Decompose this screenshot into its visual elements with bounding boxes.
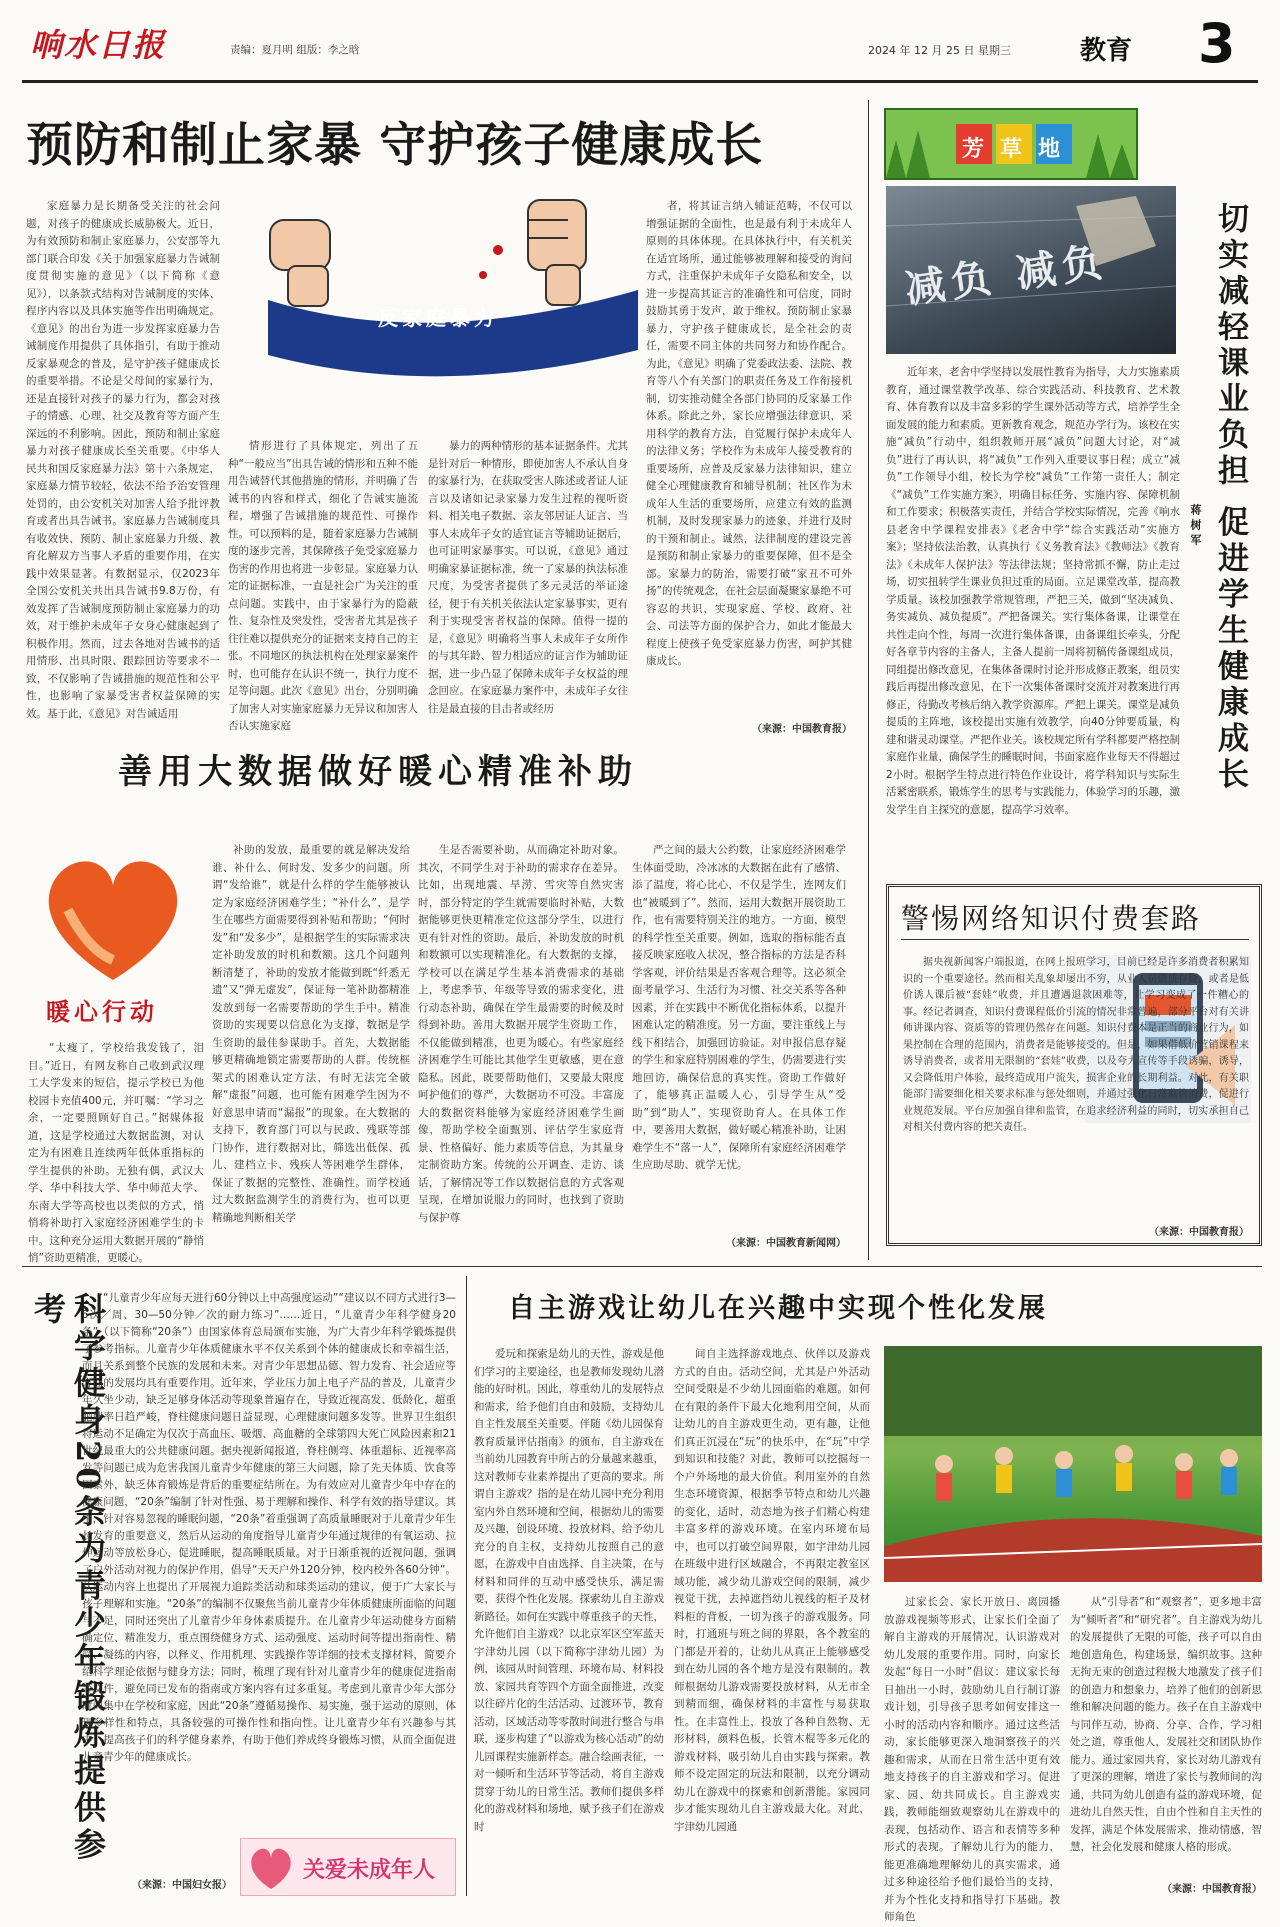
article3-source: （来源：中国妇女报） [132,1880,232,1891]
article4-column-2: 间自主选择游戏地点、伙伴以及游戏方式的自由。活动空间，尤其是户外活动空间受限是不少幼儿园面临的难题。如何在有限的条件下最大化地利用空间，从而让幼儿的自主游戏更生动，更有趣，让他们真正沉浸在“玩”的快乐中，在“玩”中学到知识和技能？对此，教师可以挖掘每一个户外场地的最大价值。利用室外的自然生态环境资源，根据季节特点和幼儿兴趣的变化，适时，动态地为孩子们精心构建丰富多样的游戏环境。在室内环境布局中，也可以打破空间界限，如宇津幼儿园在班级中进行区域融合，不再限定教室区域功能，减少幼儿游戏空间的限制，减少视觉干扰，去掉遮挡幼儿视线的柜子及材料柜的背板，一切为孩子的游戏服务。同时，打通班与班之间的界限，各个教室的门都是开着的，让幼儿从真正上能够感受到在幼儿园的各个地方是没有限制的。教师根据幼儿游戏需要投放材料，从无市全到精而细，确保材料的丰富性与易获取性。在丰富性上，投放了各种自然物、无形材料，颜料色板，长管木棍等多元化的游戏材料，吸引幼儿自由实践与探索。教师不设定固定的玩法和限制，以充分调动幼儿在游戏中的探索和创新潜能。家园同步才能实现幼儿自主游戏最大化。对此，宇津幼儿园通 [674,1348,870,1833]
section-divider-bottom [22,1266,1262,1267]
masthead [0,0,1280,88]
network-source: （来源：中国教育报） [1149,1227,1249,1238]
article4-headline: 自主游戏让幼儿在兴趣中实现个性化发展 [508,1293,1048,1324]
section-name: 教育 [1080,36,1133,66]
network-body: 据央视新闻客户端报道，在网上报班学习，目前已经是许多消费者积累知识的一个重要途径。然而相关乱象却屡出不穷，从业人员资质存疑，或者是低价诱人课后被“套娃”收费，并且遭遇退款困难等，让学习变成了一件糟心的事。经记者调查，知识付费课程低价引流的情况非常普遍，部分平台对有关讲师讲课内容、资质等的管理仍然存在问题。知识付费本是正当的商业行为，如果控制在合理的范围内，消费者是能够接受的。但是，如果借低价营销课程来诱导消费者，或者用无限制的“套娃”收费，以及夸大宣传等手段诱骗，诱导，又会降低用户体验，最终造成用户流失，损害企业的长期利益。对此，有关职能部门需要细化相关要求标准与惩处细则，并通过强化日常监管消费，促进行业规范发展。平台应加强自律和监管，在追求经济利益的同时，切实承担自己对相关付费内容的把关责任。 [903,957,1249,1133]
network-box [886,884,1262,1246]
fangcaodi-body: 近年来，老舍中学坚持以发展性教育为指导，大力实施素质教育，通过课堂教学改革、综合实践活动、科技教育、艺术教育、体育教育以及丰富多彩的学生课外活动等方式，培养学生全面发展的能力和素质。更新教育观念，规范办学行为。该校在实施“减负”行动中，组织教师开展“减负”问题大讨论，对“减负”进行了再认识，将“减负”工作列入重要议事日程；成立“减负”工作领导小组，校长为学校“减负”工作第一责任人；制定《“减负”工作实施方案》，明确目标任务、实施内容、保障机制和工作要求；积极落实责任，并结合学校实际情况，完善《响水县老舍中学课程安排表》《老舍中学“综合实践活动”实施方案》；坚持依法治教，认真执行《义务教育法》《教师法》《教育法》《未成年人保护法》等法律法规；坚持常抓不懈，防止走过场，切实扭转学生课业负担过重的局面。立足课堂改革，提高教学质量。该校加强教学常规管理，严把三关，做到“坚决减负、务实减负、减负提质”。严把备课关。实行集体备课，让课堂在共性走向个性，每周一次进行集体备课，由备课组长牵头，分配好各章节内容的主备人，主备人提前一周将初稿传备课组成员，同组提出修改意见，在集体备课时讨论并形成修正教案，组员实践后再提出修改意见，在下一次集体备课时交流并对教案进行再修正，待勤改考核后纳入教学资源库。严把上课关。课堂是减负提质的主阵地，该校提出实施有效教学，向40分钟要质量，构建和谐灵动课堂。严把作业关。该校规定所有学科都要严格控制家庭作业量，确保学生的睡眠时间，书面家庭作业每天不得超过2小时。根据学生特点进行特色作业设计，将学科知识与实际生活紧密联系，锻炼学生的思考与实践能力，体验学习的乐趣，激发学生自主探究的意愿，提高学习效率。 [886,366,1180,816]
article2-column-1: “太瘦了，学校给我发钱了，泪目。”近日，有网友称自己收到武汉理工大学发来的短信，提示学校已为他校园卡充值400元，并叮嘱：“学习之余，一定要照顾好自己。”据媒体报道，这是学校通过大数据监测，对认定为有困难且连续两年低体重指标的学生提供的补助。无独有偶，武汉大学、华中科技大学、华中师范大学、东南大学等高校也以类似的方式，悄悄将补助打入家庭经济困难学生的卡中。这种充分运用大数据开展的“静悄悄”资助更精准，更暖心。 [28,1042,204,1264]
masthead-rule [22,80,1258,83]
fangcaodi-label: 芳草地 [962,137,1077,162]
article1-source: （来源：中国教育报） [752,724,852,735]
article4-divider [466,1276,467,1896]
kids-running-photo [884,1346,1262,1582]
article4-column-3: 过家长会、家长开放日、离园播放游戏视频等形式，让家长们全面了解自主游戏的开展情况，认识游戏对幼儿发展的重要作用。同时，向家长发起“每日一小时”倡议：建议家长每日抽出一小时，鼓励幼儿自行制订游戏计划，引导孩子思考如何安排这一小时的活动内容和顺序。通过这些活动，家长能够更深入地洞察孩子的兴趣和需求，从而在日常生活中更有效地支持孩子的自主游戏和学习。促进家、园、幼共同成长。自主游戏实践，教师能细致观察幼儿在游戏中的表现，包括动作、语言和表情等多种形式的表现。了解幼儿行为的能力，能更准确地理解幼儿的真实需求，通过多种途径给予他们最恰当的支持，并为个性化支持和指导打下基础。教师角色 [884,1596,1060,1923]
article3-headline: 科学健身20条为青少年锻炼提供参考 [29,1292,107,1865]
jianfu-photo-text: 减负 减负 [902,238,1111,313]
jianfu-photo [886,186,1176,354]
anti-domestic-violence-illustration [228,180,648,410]
section-divider-left [868,100,869,1260]
editors-line: 责编：夏月明 组版：李之晗 [230,44,360,56]
article1-column-2: 情形进行了具体规定，列出了五种“一般应当”出具告诫的情形和五种不能用告诫替代其他措施的情形，并明确了告诫书的内容和样式，细化了告诫实施流程，增强了告诫措施的规范性、可操作性。可以预料的是，随着家庭暴力告诫制度的逐步完善，其保障孩子免受家庭暴力伤害的作用也将进一步彰显。家庭暴力认定的证据标准，一直是社会广为关注的重点问题。实践中，由于家暴行为的隐蔽性、复杂性及突发性，受害者尤其是孩子往往难以提供充分的证据来支持自己的主张。不同地区的执法机构在处理家暴案件时，也可能存在认识不统一，执行力度不足等问题。此次《意见》出台，分别明确了加害人对实施家庭暴力无异议和加害人否认实施家庭 [228,440,418,732]
article2-column-2: 补助的发放，最重要的就是解决发给谁、补什么、何时发、发多少的问题。所谓“发给谁”，就是什么样的学生能够被认定为家庭经济困难学生；“补什么”，是学生在哪些方面需要得到补贴和帮助；“何时发”和“发多少”，是根据学生的实际需求决定补助发放的时机和数额。这几个问题判断清楚了，补助的发放才能做到既“纤悉无遗”又“弹无虚发”，保证每一笔补助都精准发放到每一名需要帮助的学生手中。精准资助的实现要以信息化为支撑，数据是学生资助的最佳参谋助手。首先，大数据能够更精确地锁定需要帮助的人群。传统框架式的困难认定方法，有时无法完全破解“虚报”问题，也可能有困难学生因为不好意思申请而“漏报”的现象。在大数据的支持下，教育部门可以与民政、残联等部门协作，进行数据对比，筛选出低保、孤儿、建档立卡、残疾人等困难学生群体，保证了数据的完整性、准确性。而学校通过大数据监测学生的消费行为，也可以更精确地判断相关学 [212,844,410,1224]
article2-column-4: 严之间的最大公约数，让家庭经济困难学生体面受助，冷冰冰的大数据在此有了感情、添了温度，将心比心，不仅是学生，连网友们也“被暖到了”。然而，运用大数据开展资助工作，也有需要特别关注的地方。一方面，模型的科学性至关重要。例如，选取的指标能否直接反映家庭收入状况，整合指标的方法是否科学客观，评价结果是否客观合理等。这必须全面考量学习、生活行为习惯、社交关系等各种因素，并在实践中不断优化指标体系，以提升困难认定的精准度。另一方面，要注重线上与线下相结合，加强回访验证。对申报信息存疑的学生和家庭特别困难的学生，仍需要进行实地回访，确保信息的真实性。资助工作做好了，能够真正温暖人心，引导学生从“受助”到“助人”，实现资助育人。在具体工作中，要善用大数据，做好暖心精准补助，让困难学生不“落一人”，保障所有家庭经济困难学生应助尽助、就学无忧。 [632,844,846,1171]
page-number: 3 [1198,12,1236,75]
article3-body: “儿童青少年应每天进行60分钟以上中高强度运动”“建议以不同方式进行3—5次／周、30—50分钟／次的耐力练习”……近日，“儿童青少年科学健身20条”（以下简称“20条”）由国家体育总局颁布实施，为广大青少年科学锻炼提供了参考指标。儿童青少年体质健康水平不仅关系到个体的健康成长和幸福生活，而且关系到整个民族的发展和未来。对青少年思想品德、智力发育、社会适应等方面的发展均具有重要作用。近年来，学业压力加上电子产品的普及，儿童青少年久坐少动，缺乏足够身体活动等现象普遍存在，导致近视高发、低龄化，超重肥胖率日趋严峻，脊柱健康问题日益显现，心理健康问题多发等。世界卫生组织将运动不足确定为仅次于高血压、吸烟、高血糖的全球第四大死亡风险因素和21世纪最重大的公共健康问题。据央视新闻报道，脊柱侧弯、体重超标、近视率高发等问题已成为危害我国儿童青少年健康的第三大问题，除了先天体质、饮食等因素外，缺乏体育锻炼是背后的重要症结所在。为有效应对儿童青少年中存在的健康问题，“20条”编制了针对性强、易于理解和操作、科学有效的指导建议。其中，针对容易忽视的睡眠问题，“20条”着重强调了高质量睡眠对于儿童青少年生长发育的重要意义，然后从运动的角度指导儿童青少年通过规律的有氧运动、拉伸运动等放松身心，促进睡眠，提高睡眠质量。对于日渐重视的近视问题，强调了户外活动对视力的保护作用，倡导“天天户外120分钟，校内校外各60分钟”。从运动内容上也提出了开展视力追踪类活动和球类运动的建议，便于广大家长与孩子理解和实施。“20条”的编制不仅聚焦当前儿童青少年体质健康所面临的问题与不足，同时还突出了儿童青少年身体素质提升。在儿童青少年运动健身方面精确定位、精准发力，重点围绕健身方式、运动强度、运动时间等提出指南性、精简、凝练的内容，以释义、作用机理、实践操作等详细的技术支撑材料，简要介绍科学理论依据与健身方法；同时，梳理了现有针对儿童青少年的健康促进指南等文件，避免同已发布的指南或方案内容有过多重复。考虑到儿童青少年大部分时间集中在学校和家庭，因此“20条”遵循易操作、易实施，强于运动的原则，体现多样性和特点，具备较强的可操作性和指向性。让儿童青少年有兴趣参与其中，提高孩子们的科学健身素养，有助于他们养成终身锻炼习惯，从而全面促进儿童青少年的健康成长。 [82,1292,456,1763]
heart-hands-icon [28,840,198,990]
article2-column-3: 生是否需要补助，从而确定补助对象。其次，不同学生对于补助的需求存在差异。比如，出现地震、旱涝、雪灾等自然灾害时，部分特定的学生就需要临时补贴，大数据能够更快更精准定位这部分学生，以进行更有针对性的资助。最后，补助发放的时机和数额可以实现精准化。有大数据的支撑，学校可以在满足学生基本消费需求的基础上，考虑季节、年级等导致的需求变化，进行动态补助，确保在学生最需要的时候及时得到补助。善用大数据开展学生资助工作，不仅能做到精准，也更为暖心。有些家庭经济困难学生可能比其他学生更敏感，更在意隐私。因此，既要帮助他们，又要最大限度呵护他们的尊严，大数据功不可没。丰富庞大的数据资料能够为家庭经济困难学生画像，帮助学校全面甄别、评估学生家庭背景、性格偏好、能力素质等信息，为其量身定制资助方案。传统的公开调查、走访、谈话，了解情况等工作以数据信息的方式客观呈现，在增加说服力的同时，也找到了资助与保护尊 [418,844,624,1224]
network-title-underline [901,939,1249,940]
article4-source: （来源：中国教育报） [1162,1884,1262,1895]
article2-source: （来源：中国教育新闻网） [726,1238,846,1249]
article2-headline: 善用大数据做好暖心精准补助 [118,752,638,792]
warm-heart-label: 暖心行动 [46,997,158,1026]
article1-column-1: 家庭暴力是长期备受关注的社会问题，对孩子的健康成长威胁极大。近日，为有效预防和制止家庭暴力，公安部等九部门联合印发《关于加强家庭暴力告诫制度贯彻实施的意见》（以下简称《意见》），以条款式结构对告诫制度的实体、程序内容以及具体实施等作出明确规定。《意见》的出台为进一步发挥家庭暴力告诫制度作用提供了具体指引，有助于推动反家暴观念的普及，是守护孩子健康成长的重要举措。不论是父母间的家暴行为，还是直接针对孩子的暴力行为，都会对孩子的情感、心理、社交及教育等方面产生深远的不利影响。因此，预防和制止家庭暴力对孩子健康成长至关重要。《中华人民共和国反家庭暴力法》第十六条规定，家庭暴力情节较轻，依法不给予治安管理处罚的，由公安机关对加害人给予批评教育或者出具告诫书。家庭暴力告诫制度具有收效快、预防、制止家庭暴力升级、教育化解双方当事人矛盾的重要作用，在实践中效果显著。有数据显示，仅2023年全国公安机关共出具告诫书9.8万份，有效发挥了告诫制度预防制止家庭暴力的功效，对于维护未成年子女身心健康起到了积极作用。然而，过去各地对告诫书的适用情形、出具时限、跟踪回访等要求不一致，不仅影响了告诫措施的规范性和公平性，也影响了家暴受害者权益保障的实效。基于此，《意见》对告诫适用 [26,200,220,720]
heart-icon [241,1839,301,1897]
newspaper-logo: 响水日报 [30,26,167,64]
fangcaodi-headline: 切实减轻课业负担 促进学生健康成长 [1212,202,1248,794]
care-minors-illustration [240,1838,456,1896]
fangcaodi-author: 蒋 树 军 [1189,504,1202,545]
care-minors-label: 关爱未成年人 [303,1858,436,1883]
fangcaodi-banner [884,108,1138,180]
article1-column-4: 者，将其证言纳入辅证范畴，不仅可以增强证据的全面性，也是最有利于未成年人原则的具体体现。在具体执行中，有关机关在适宜场所，通过能够被理解和接受的询问方式，注重保护未成年子女隐私和安全，以进一步提高其证言的准确性和可信度，同时鼓励其勇于发声，敢于维权。预防制止家暴暴力，守护孩子健康成长，是全社会的责任，需要不同主体的共同努力和协作配合。为此，《意见》明确了党委政法委、法院、教育等八个有关部门的职责任务及工作衔接机制，切实推动健全各部门协同的反家暴工作体系。除此之外，家长应增强法律意识，采用科学的教育方法，自觉履行保护未成年人的法律义务；学校作为未成年人接受教育的重要场所，应普及反家暴力法律知识，建立健全心理健康教育和辅导机制；社区作为未成年人生活的重要场所，应建立有效的监测机制，及时发现家暴力的迹象，并进行及时的干预和制止。诚然，法律制度的建设完善是预防和制止家暴力的重要保障，但不是全部。家暴力的防治，需要打破“家丑不可外扬”的传统观念，在社会层面凝聚家暴绝不可容忍的共识，实现家庭、学校、政府、社会、司法等方面的保护合力，如此才能最大程度上使孩子免受家庭暴力伤害，呵护其健康成长。 [646,200,852,667]
article4-column-1: 爱玩和探索是幼儿的天性，游戏是他们学习的主要途径，也是教师发现幼儿潜能的好时机。因此，尊重幼儿的发展特点和需求，给予他们自由和鼓励，支持幼儿自主性发展至关重要。伴随《幼儿园保育教育质量评估指南》的颁布，自主游戏在当前幼儿园教育中所占的分量越来越重，这对教师专业素养提出了更高的要求。所谓自主游戏？指的是在幼儿园中充分利用室内外自然环境和空间，根据幼儿的需要及兴趣，创设环境、投放材料，给予幼儿充分的自主权，支持幼儿按照自己的意愿，在游戏中自由选择、自主决策，在与材料和同伴的互动中感受快乐，满足需要，获得个性化发展。探索幼儿自主游戏新路径。如何在实践中尊重孩子的天性，允许他们自主游戏？以北京军区空军蓝天宇津幼儿园（以下简称宇津幼儿园）为例，该园从时间管理、环境布局、材料投放、家园共育等四个方面全面推进，改变以往碎片化的生活活动、过渡环节，教育活动，区域活动等零散时间进行整合与串联，逐步构建了“以游戏为核心活动”的幼儿园课程实施新样态。融合绘画表征，一对一倾听和生活环节等活动，将自主游戏贯穿于幼儿的日常生活。教师们提供多样化的游戏材料和场地，赋予孩子们在游戏时 [474,1348,664,1833]
warm-heart-illustration [28,840,198,1030]
article1-column-3: 暴力的两种情形的基本证据条件。尤其是针对后一种情形，即使加害人不承认自身的家暴行为，在获取受害人陈述或者证人证言以及诸如记录家暴力发生过程的视听资料、相关电子数据、亲友邻居证人证言、当事人未成年子女的适宜证言等辅助证据后，也可证明家暴事实。可以说，《意见》通过明确家暴证据标准，统一了家暴的执法标准尺度，为受害者提供了多元灵活的举证途径，便于有关机关依法认定家暴事实，更有利于实现受害者权益的保障。值得一提的是，《意见》明确将当事人未成年子女所作的与其年龄、智力相适应的证言作为辅助证据，进一步凸显了保障未成年子女权益的理念回应。在家庭暴力案件中，未成年子女往往是最直接的目击者或经历 [428,440,628,715]
article4-column-4: 从“引导者”和“观察者”，更多地丰富为“倾听者”和“研究者”。自主游戏为幼儿的发展提供了无限的可能，孩子可以自由地创造角色，构建场景，编织故事。这种无拘无束的创造过程极大地激发了孩子们的创造力和想象力，培养了他们的创新思维和解决问题的能力。孩子在自主游戏中与同伴互动，协商、分享、合作，学习相处之道，尊重他人，发展社交和团队协作能力。通过家园共育，家长对幼儿游戏有了更深的理解，增进了家长与教师间的沟通，共同为幼儿创造有益的游戏环境，促进幼儿自然天性，自由个性和自主天性的发挥，满足个体发展需求，推动情感，智慧，社会化发展和健康人格的形成。 [1070,1596,1262,1853]
article1-headline: 预防和制止家暴 守护孩子健康成长 [26,118,764,173]
running-children-icon [884,1346,1262,1582]
anti-domestic-violence-label: 反家庭暴力 [378,306,498,330]
issue-date: 2024 年 12 月 25 日 星期三 [868,44,1011,57]
network-headline: 警惕网络知识付费套路 [901,902,1202,935]
fist-banner-icon [228,180,648,410]
